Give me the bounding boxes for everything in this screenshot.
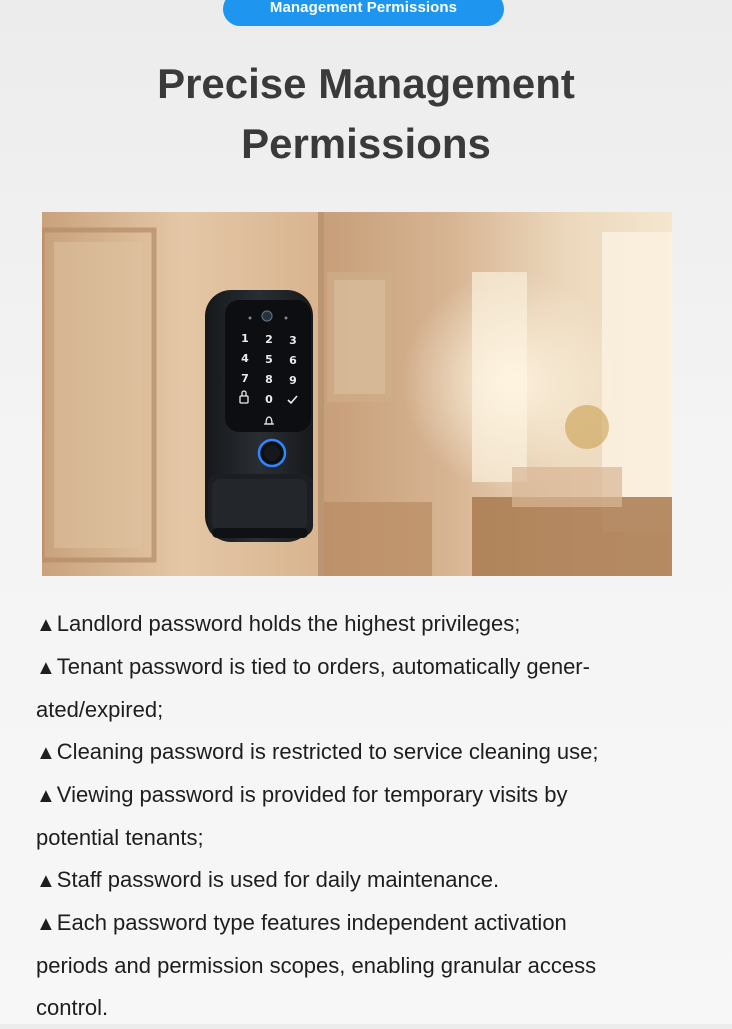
page-title-line-2: Permissions: [241, 120, 491, 167]
badge-label: Management Permissions: [269, 0, 458, 16]
key-5: 5: [265, 353, 273, 366]
feature-text: control.: [36, 995, 109, 1020]
feature-text: periods and permission scopes, enabling granular access: [36, 953, 597, 978]
triangle-marker-icon: ▲: [36, 785, 56, 807]
feature-text: Landlord password holds the highest privileges;: [56, 611, 521, 636]
feature-item: [36, 603, 696, 646]
key-1: 1: [241, 332, 249, 345]
key-3: 3: [289, 334, 297, 347]
page-title-line-1: Precise Management: [157, 60, 575, 107]
feature-text: Each password type features independent activation: [56, 910, 567, 935]
smart-lock-photo: [42, 212, 672, 576]
key-2: 2: [265, 333, 273, 346]
feature-item-continuation: [36, 689, 696, 731]
feature-item: [36, 902, 696, 945]
key-6: 6: [289, 354, 297, 367]
feature-item: [36, 646, 696, 689]
feature-item-continuation: [36, 987, 696, 1029]
triangle-marker-icon: ▲: [36, 913, 56, 935]
page-title: [0, 54, 732, 174]
feature-list: [36, 603, 696, 1029]
feature-item: [36, 774, 696, 817]
feature-text: Tenant password is tied to orders, automatically gener-: [56, 654, 590, 679]
feature-text: Staff password is used for daily maintenance.: [56, 867, 500, 892]
key-9: 9: [289, 374, 297, 387]
feature-text: Cleaning password is restricted to service cleaning use;: [56, 739, 599, 764]
triangle-marker-icon: ▲: [36, 870, 56, 892]
feature-item: [36, 859, 696, 902]
triangle-marker-icon: ▲: [36, 657, 56, 679]
key-8: 8: [265, 373, 273, 386]
feature-item-continuation: [36, 817, 696, 859]
triangle-marker-icon: ▲: [36, 742, 56, 764]
smart-lock-illustration: [42, 212, 672, 576]
key-7: 7: [241, 372, 249, 385]
feature-text: Viewing password is provided for temporary visits by: [56, 782, 568, 807]
feature-text: potential tenants;: [36, 825, 204, 850]
management-permissions-badge: [223, 0, 504, 26]
feature-text: ated/expired;: [36, 697, 164, 722]
smart-lock-device: [205, 290, 313, 542]
key-0: 0: [265, 393, 273, 406]
feature-item: [36, 731, 696, 774]
key-4: 4: [241, 352, 249, 365]
feature-item-continuation: [36, 945, 696, 987]
triangle-marker-icon: ▲: [36, 614, 56, 636]
camera-icon: [262, 311, 272, 321]
